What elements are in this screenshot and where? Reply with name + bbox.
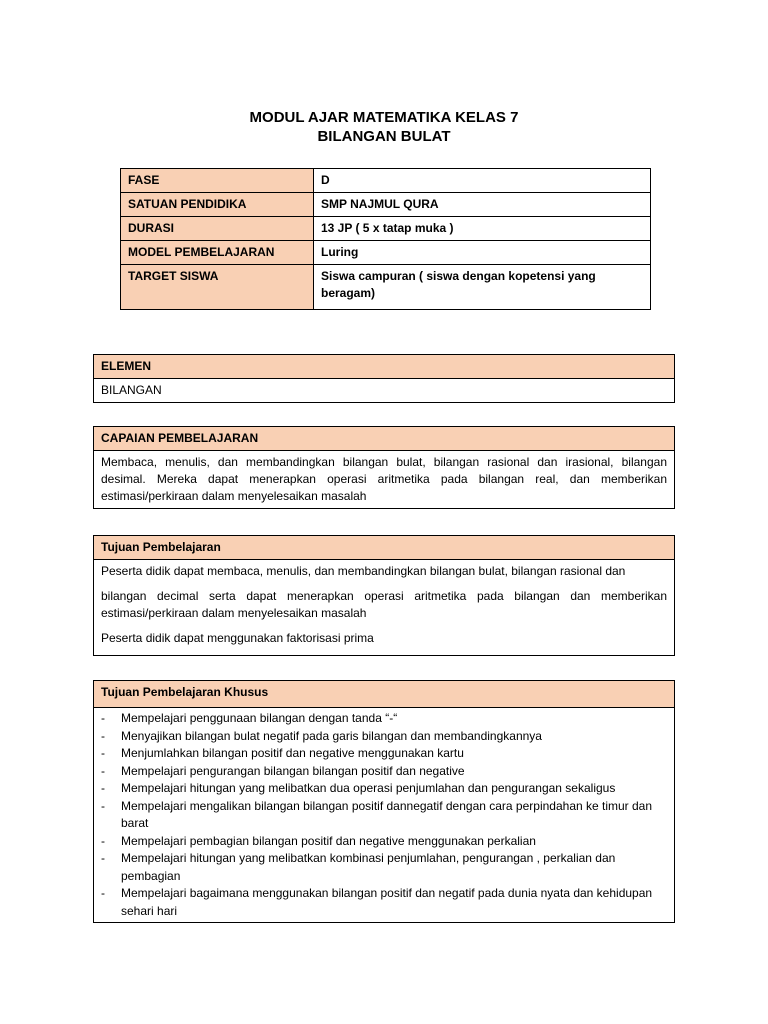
info-label: MODEL PEMBELAJARAN	[121, 241, 314, 265]
list-item-text: Mempelajari hitungan yang melibatkan kombinasi penjumlahan, pengurangan , perkalian dan pembagian	[121, 851, 616, 883]
list-item-text: Menyajikan bilangan bulat negatif pada garis bilangan dan membandingkannya	[121, 728, 542, 743]
bullet-dash: -	[101, 851, 105, 865]
khusus-header: Tujuan Pembelajaran Khusus	[94, 681, 674, 708]
info-value: Luring	[314, 241, 651, 265]
title-line-1: MODUL AJAR MATEMATIKA KELAS 7	[249, 109, 519, 126]
list-item	[101, 728, 667, 746]
elemen-section	[93, 354, 675, 403]
list-item-text: Mempelajari mengalikan bilangan bilangan positif dannegatif dengan cara perpindahan ke timur dan barat	[121, 798, 653, 830]
list-item-text: Mempelajari pengurangan bilangan bilangan positif dan negative	[121, 763, 465, 778]
list-item-text: Mempelajari bagaimana menggunakan bilangan positif dan negatif pada dunia nyata dan kehidupan sehari hari	[121, 886, 653, 918]
info-row-fase	[121, 169, 651, 193]
bullet-dash: -	[101, 763, 105, 778]
tujuan-header: Tujuan Pembelajaran	[94, 536, 674, 560]
info-label: TARGET SISWA	[121, 265, 314, 310]
tujuan-paragraph-2: bilangan decimal serta dapat menerapkan operasi aritmetika pada bilangan dan memberikan estimasi/perkiraan dalam menyelesaikan masalah	[101, 589, 667, 620]
tujuan-paragraph-3: Peserta didik dapat menggunakan faktorisasi prima	[101, 631, 374, 645]
tujuan-paragraph-1: Peserta didik dapat membaca, menulis, dan membandingkan bilangan bulat, bilangan rasional dan	[101, 564, 626, 578]
bullet-dash: -	[101, 886, 105, 900]
khusus-list	[94, 708, 674, 922]
list-item	[101, 885, 667, 920]
elemen-header: ELEMEN	[94, 355, 674, 379]
info-value: SMP NAJMUL QURA	[314, 193, 651, 217]
info-label: DURASI	[121, 217, 314, 241]
bullet-dash: -	[101, 798, 105, 813]
list-item	[101, 763, 667, 781]
document-title	[0, 108, 768, 146]
info-value: D	[314, 169, 651, 193]
list-item	[101, 710, 667, 728]
list-item-text: Mempelajari hitungan yang melibatkan dua operasi penjumlahan dan pengurangan sekaligus	[121, 781, 616, 795]
info-value: Siswa campuran ( siswa dengan kopetensi yang beragam)	[314, 265, 651, 310]
list-item	[101, 833, 667, 851]
bullet-dash: -	[101, 711, 105, 725]
bullet-dash: -	[101, 833, 105, 848]
capaian-body	[94, 451, 674, 508]
tujuan-body	[94, 560, 674, 655]
info-table	[120, 168, 651, 310]
info-row-durasi	[121, 217, 651, 241]
info-label: FASE	[121, 169, 314, 193]
khusus-section	[93, 680, 675, 923]
elemen-body: BILANGAN	[101, 383, 162, 397]
info-value: 13 JP ( 5 x tatap muka )	[314, 217, 651, 241]
list-item-text: Menjumlahkan bilangan positif dan negative menggunakan kartu	[121, 746, 464, 760]
info-label: SATUAN PENDIDIKA	[121, 193, 314, 217]
title-line-2: BILANGAN BULAT	[317, 128, 451, 145]
tujuan-section	[93, 535, 675, 656]
bullet-dash: -	[101, 728, 105, 743]
info-row-satuan	[121, 193, 651, 217]
capaian-text: Membaca, menulis, dan membandingkan bilangan bulat, bilangan rasional dan irasional, bilangan desimal. Mereka dapat menerapkan operasi aritmetika pada bilangan real, dan memberikan estimasi/perkiraan dalam menyelesaikan masalah	[101, 455, 667, 503]
list-item	[101, 780, 667, 798]
capaian-section	[93, 426, 675, 509]
bullet-dash: -	[101, 781, 105, 795]
bullet-dash: -	[101, 746, 105, 760]
capaian-header: CAPAIAN PEMBELAJARAN	[94, 427, 674, 451]
info-row-target	[121, 265, 651, 310]
list-item	[101, 745, 667, 763]
list-item	[101, 850, 667, 885]
list-item	[101, 798, 667, 833]
list-item-text: Mempelajari pembagian bilangan positif dan negative menggunakan perkalian	[121, 833, 536, 848]
list-item-text: Mempelajari penggunaan bilangan dengan tanda “-“	[121, 711, 398, 725]
info-row-model	[121, 241, 651, 265]
